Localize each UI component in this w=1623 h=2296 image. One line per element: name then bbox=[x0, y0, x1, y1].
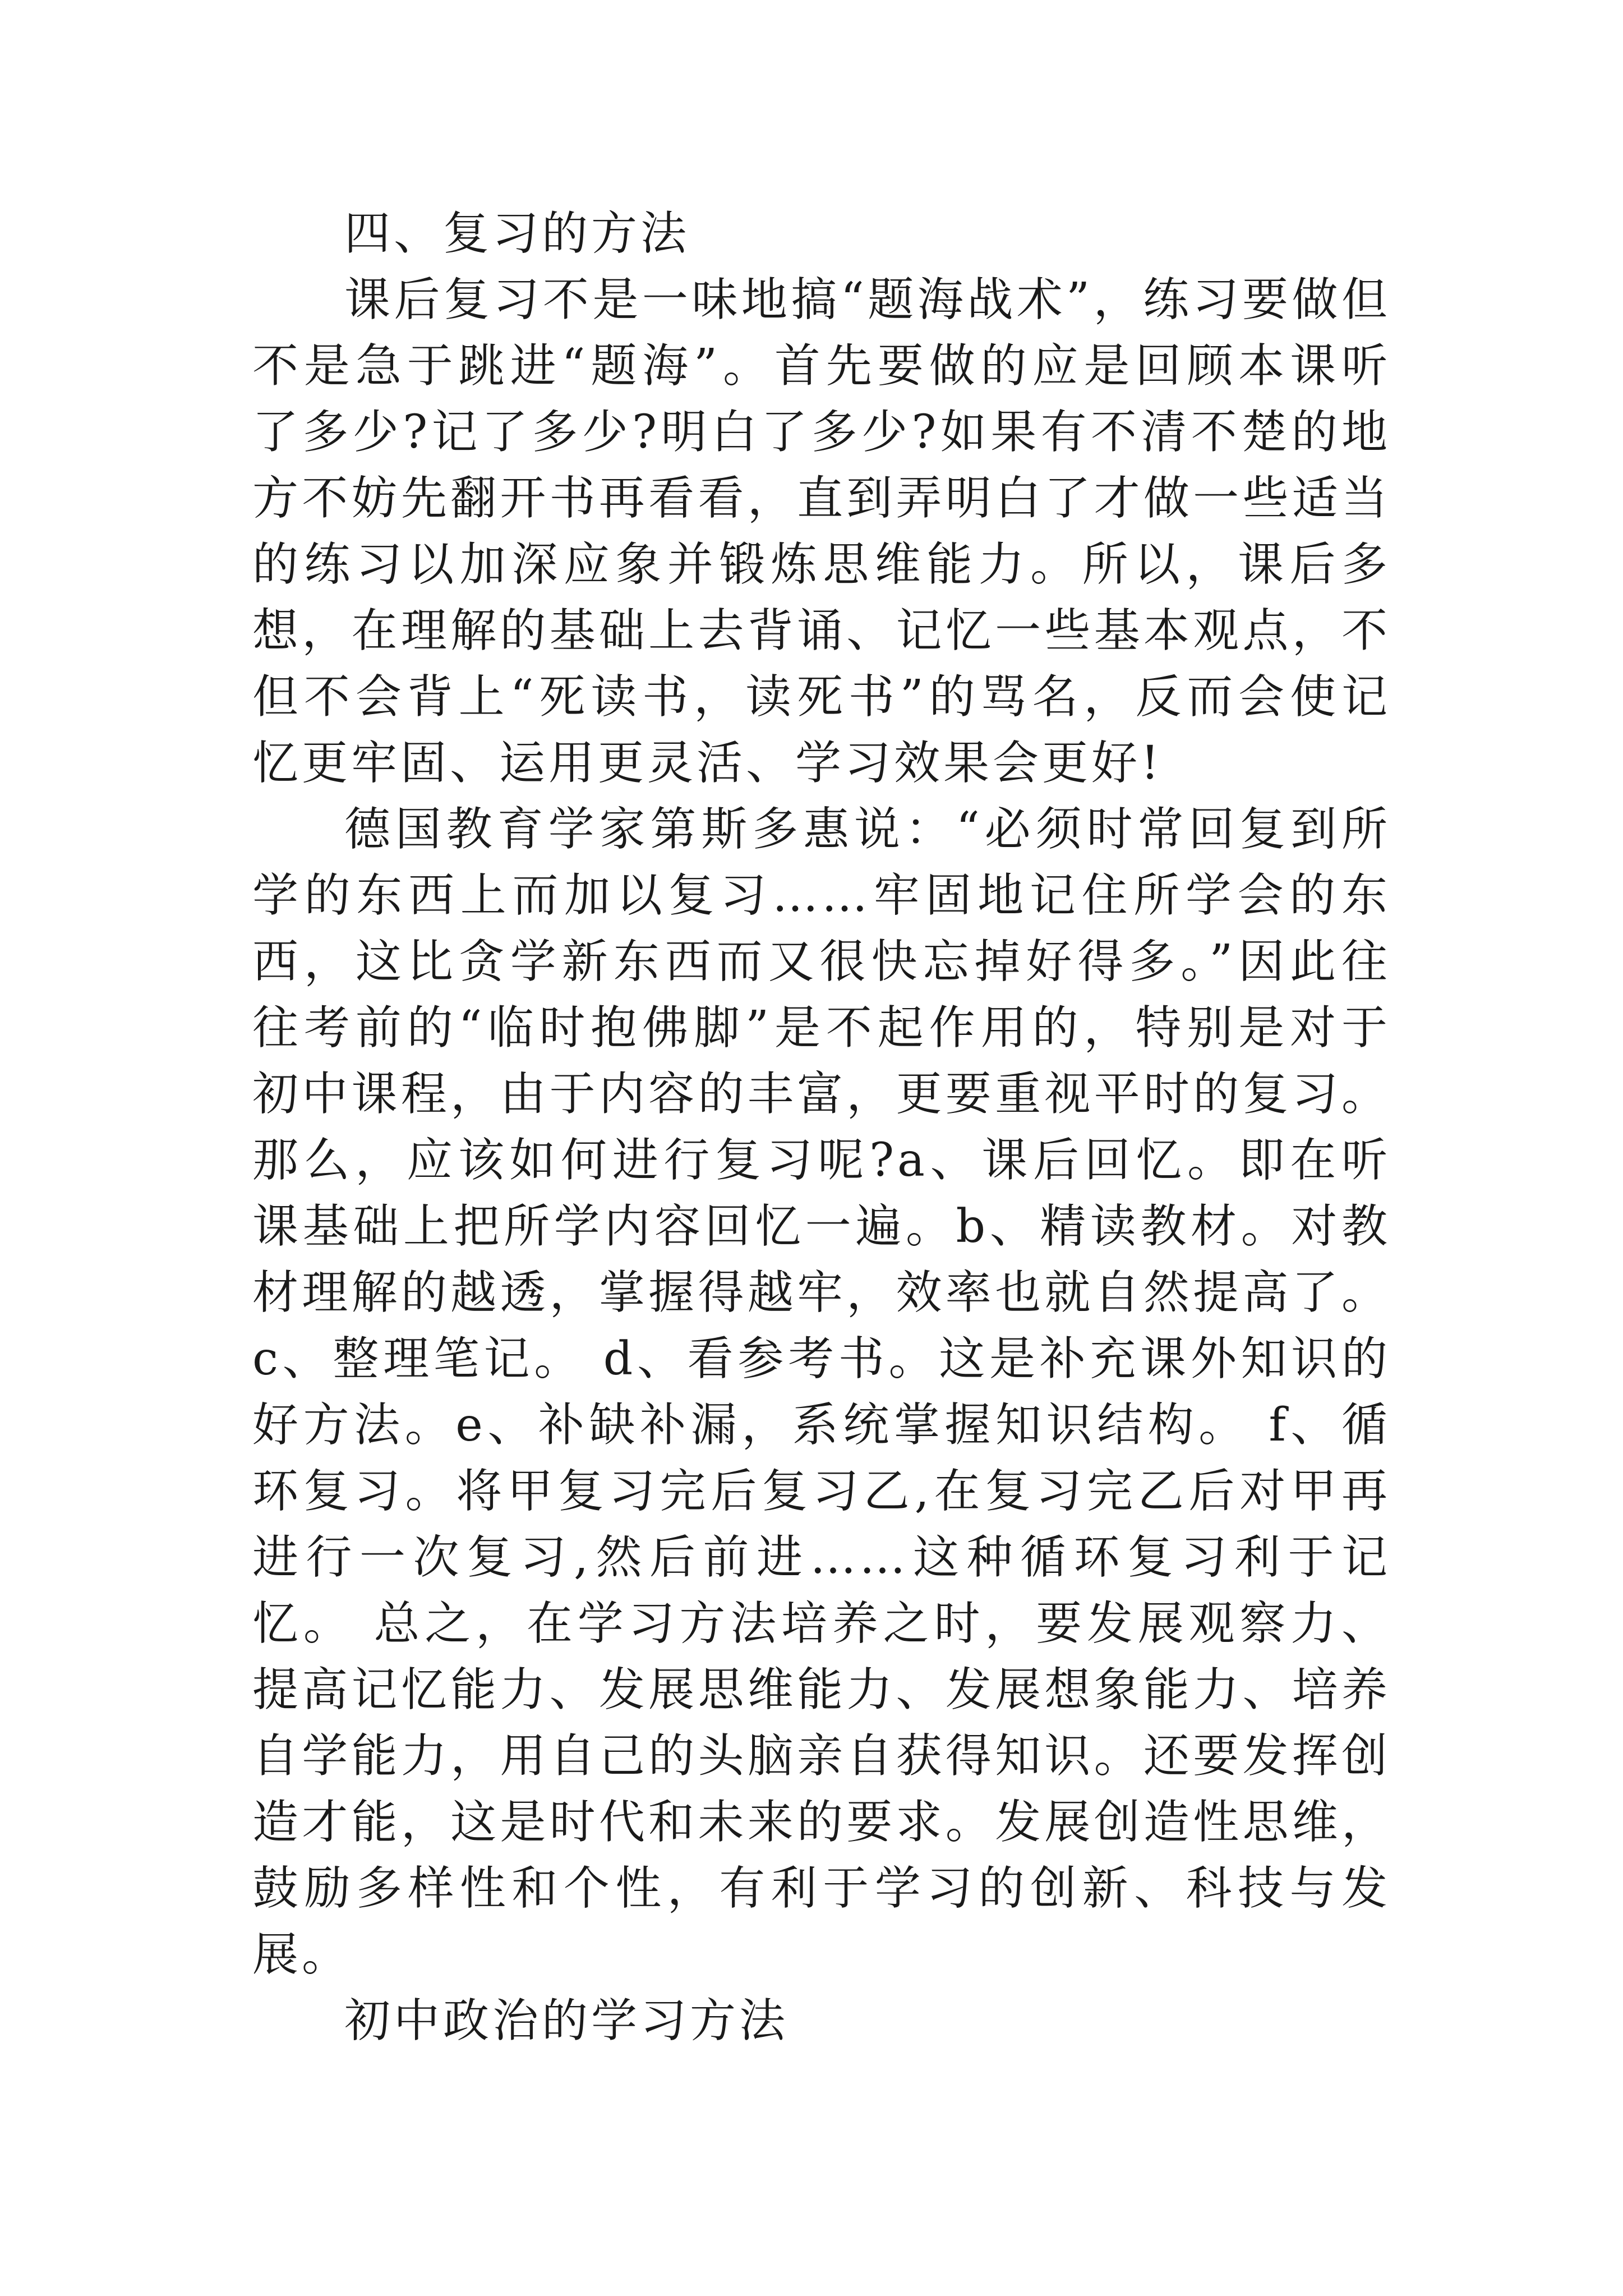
section-heading: 四、复习的方法 bbox=[344, 207, 690, 260]
document-body bbox=[252, 201, 1391, 2054]
paragraph-diesterweg-quote: 德国教育学家第斯多惠说：“必须时常回复到所学的东西上而加以复习……牢固地记住所学会的东西，这比贪学新东西而又很快忘掉好得多。”因此往往考前的“临时抱佛脚”是不起作用的，特别是对于初中课程，由于内容的丰富，更要重视平时的复习。那么，应该如何进行复习呢?a、课后回忆。即在听课基础上把所学内容回忆一遍。b、精读教材。对教材理解的越透，掌握得越牢，效率也就自然提高了。c、整理笔记。 d、看参考书。这是补充课外知识的好方法。e、补缺补漏，系统掌握知识结构。 f、循环复习。将甲复习完后复习乙,在复习完乙后对甲再进行一次复习,然后前进……这种循环复习利于记忆。 总之，在学习方法培养之时，要发展观察力、提高记忆能力、发展思维能力、发展想象能力、培养自学能力，用自己的头脑亲自获得知识。还要发挥创造才能，这是时代和未来的要求。发展创造性思维，鼓励多样性和个性，有利于学习的创新、科技与发展。 bbox=[252, 803, 1391, 1981]
closing-heading: 初中政治的学习方法 bbox=[344, 1994, 789, 2047]
paragraph-review-method: 课后复习不是一味地搞“题海战术”，练习要做但不是急于跳进“题海”。首先要做的应是回顾本课听了多少?记了多少?明白了多少?如果有不清不楚的地方不妨先翻开书再看看，直到弄明白了才做一些适当的练习以加深应象并锻炼思维能力。所以，课后多想，在理解的基础上去背诵、记忆一些基本观点，不但不会背上“死读书，读死书”的骂名，反而会使记忆更牢固、运用更灵活、学习效果会更好! bbox=[252, 273, 1391, 790]
